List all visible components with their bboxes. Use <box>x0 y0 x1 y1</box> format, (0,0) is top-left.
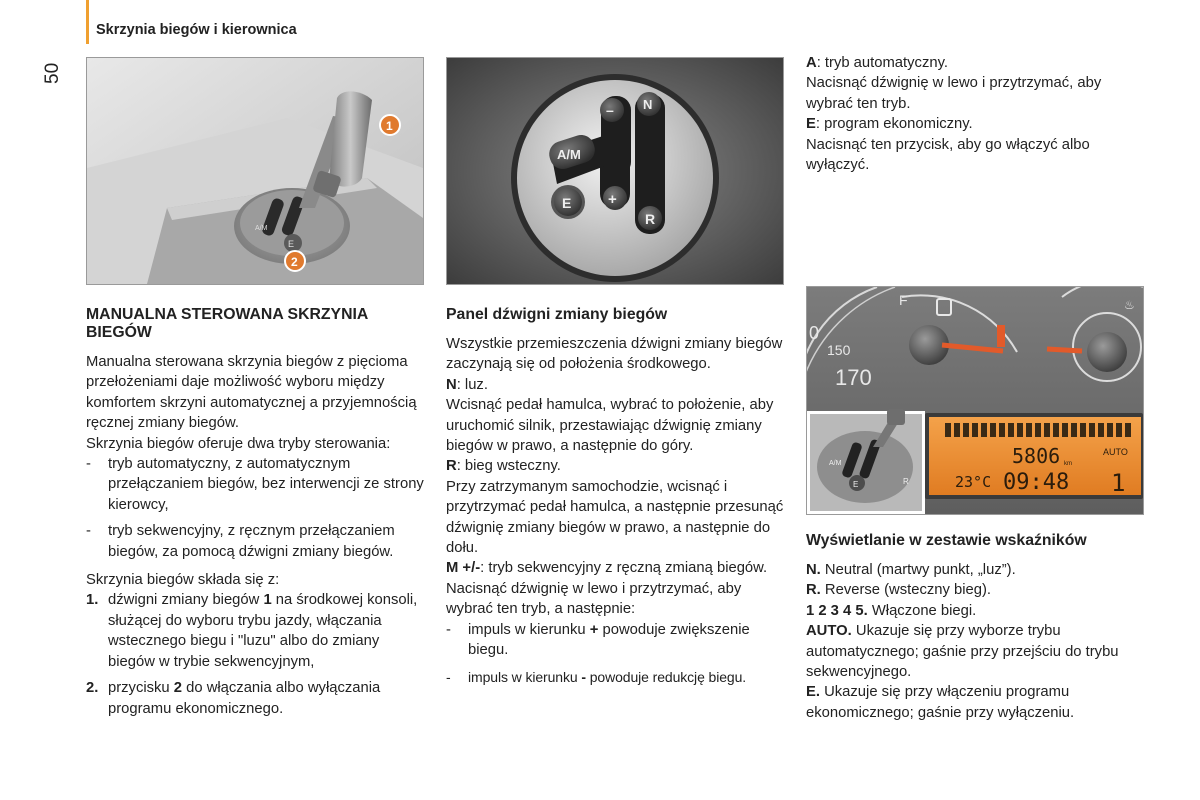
list-item-text: tryb sekwencyjny, z ręcznym przełączaniem biegów, za pomocą dźwigni zmiany biegów. <box>108 523 395 560</box>
column-gear-panel <box>446 306 784 687</box>
gear-panel-intro: Wszystkie przemieszczenia dźwigni zmiany biegów zaczynają się od położenia środkowego. <box>446 336 783 373</box>
column-cluster-display <box>806 532 1146 723</box>
display-neutral-text: Neutral (martwy punkt, „luz”). <box>820 562 1016 578</box>
am-mini-label: A/M <box>255 225 268 232</box>
neutral-def <box>446 375 784 395</box>
spacer <box>86 562 426 570</box>
list-item: - tryb sekwencyjny, z ręcznym przełączaniem biegów, za pomocą dźwigni zmiany biegów. <box>86 523 395 560</box>
inset-r-label: R <box>903 477 909 486</box>
list-item-text: impuls w kierunku <box>468 668 582 685</box>
list-dash: - <box>446 621 451 638</box>
neutral-text: : luz. <box>456 376 488 393</box>
gear-panel-heading: Panel dźwigni zmiany biegów <box>446 306 668 323</box>
list-item-text: tryb automatyczny, z automatycznym przełączaniem biegów, bez interwencji ze strony kierowcy, <box>108 456 424 513</box>
list-item: - tryb automatyczny, z automatycznym przełączaniem biegów, bez interwencji ze strony kierowcy, <box>86 456 424 513</box>
list-item-text: powoduje redukcję biegu. <box>585 668 747 685</box>
auto-mode-instructions: Nacisnąć dźwignię w lewo i przytrzymać, aby wybrać ten tryb. <box>806 75 1102 112</box>
temperature-value: 23°C <box>955 473 992 491</box>
header-accent-bar <box>86 0 89 44</box>
page-number: 50 <box>42 62 63 84</box>
reverse-instructions: Przy zatrzymanym samochodzie, wcisnąć i przytrzymać pedał hamulca, a następnie przesunąć dźwignię zmiany biegów w prawo, a następnie do dołu. <box>446 478 784 557</box>
inset-am-label: A/M <box>829 460 842 467</box>
n-label: N <box>643 97 653 112</box>
components-intro: Skrzynia biegów składa się z: <box>86 572 280 589</box>
inset-e-label: E <box>853 480 859 489</box>
impulse-list <box>446 620 784 687</box>
cluster-display-heading: Wyświetlanie w zestawie wskaźników <box>806 532 1087 549</box>
display-auto-text: Ukazuje się przy wyborze trybu automatycznego; gaśnie przy przejściu do trybu sekwencyjnego. <box>806 623 1119 681</box>
speed-0-label: 0 <box>809 323 820 343</box>
auto-mode-label: AUTO <box>1103 447 1128 457</box>
plus-label: + <box>608 191 617 208</box>
components-list <box>86 590 426 718</box>
list-item-symbol: - <box>581 668 586 685</box>
list-number: 1. <box>86 592 99 609</box>
list-item-text: dźwigni zmiany biegów <box>108 592 264 609</box>
am-label: A/M <box>557 147 581 162</box>
display-reverse-text: Reverse (wsteczny bieg). <box>820 582 992 599</box>
list-item-ref: 2 <box>173 680 183 697</box>
display-reverse-key: R. <box>806 582 821 599</box>
display-neutral <box>806 560 1146 580</box>
section-title: Skrzynia biegów i kierownica <box>96 22 297 38</box>
display-gears <box>806 601 1146 621</box>
odometer-value: 5806 <box>1012 444 1061 468</box>
list-item-text: powoduje zwiększenie biegu. <box>468 621 750 659</box>
display-eco-text: Ukazuje się przy włączeniu programu ekonomicznego; gaśnie przy wyłączeniu. <box>806 684 1075 721</box>
gear-gate-figure <box>446 57 784 285</box>
column-modes <box>806 53 1146 175</box>
column-manual-gearbox <box>86 306 426 719</box>
fuel-f-label: F <box>899 292 908 308</box>
eco-mode-instructions: Nacisnąć ten przycisk, aby go włączyć albo wyłączyć. <box>806 136 1090 174</box>
manual-gearbox-heading: MANUALNA STEROWANA SKRZYNIA BIEGÓW <box>86 306 368 341</box>
display-gears-text: Włączone biegi. <box>867 602 977 619</box>
list-item-symbol: + <box>589 621 599 638</box>
display-eco <box>806 682 1146 723</box>
e-button-mini-label: E <box>288 239 295 249</box>
eco-text: : program ekonomiczny. <box>815 116 973 133</box>
speed-170-label: 170 <box>835 365 872 390</box>
e-label: E <box>562 195 572 211</box>
manual-mode-def <box>446 558 784 578</box>
list-item-ref: 1 <box>263 592 272 609</box>
gear-indicator: 1 <box>1111 469 1126 497</box>
list-item-text: na środkowej konsoli, służącej do wyboru trybu jazdy, włączania wstecznego biegu i "luzu" albo do zmiany biegów w trybie sekwencyjnym, <box>108 592 418 670</box>
instrument-cluster-illustration <box>807 287 1143 514</box>
list-number: 2. <box>86 680 99 697</box>
control-modes-intro: Skrzynia biegów oferuje dwa tryby sterowania: <box>86 435 391 452</box>
temp-icon: ♨ <box>1124 298 1135 312</box>
display-gears-key: 1 2 3 4 5. <box>806 602 868 619</box>
display-neutral-key: N. <box>806 562 821 578</box>
control-modes-list <box>86 454 426 562</box>
minus-label: – <box>606 102 614 118</box>
manual-mode-instructions: Nacisnąć dźwignię w lewo i przytrzymać, aby wybrać ten tryb, a następnie: <box>446 580 742 618</box>
gear-lever-figure <box>86 57 424 285</box>
gear-gate-illustration <box>447 58 783 284</box>
reverse-text: : bieg wsteczny. <box>456 458 561 475</box>
display-auto <box>806 621 1146 682</box>
list-item <box>446 620 784 661</box>
eco-mode-def <box>806 114 1146 134</box>
neutral-key: N <box>446 376 457 393</box>
odometer-unit: km <box>1064 461 1072 467</box>
list-item-text: impuls w kierunku <box>468 621 590 638</box>
display-eco-key: E. <box>806 684 820 701</box>
manual-mode-text: : tryb sekwencyjny z ręczną zmianą biegów. <box>480 560 768 577</box>
list-item-text: do włączania albo wyłączania programu ekonomicznego. <box>108 680 381 717</box>
manual-mode-key: M +/- <box>446 560 481 577</box>
list-dash: - <box>446 668 451 685</box>
list-item <box>86 678 426 719</box>
list-item <box>446 667 784 687</box>
auto-text: : tryb automatyczny. <box>816 55 948 71</box>
speed-150-label: 150 <box>827 342 851 358</box>
display-reverse <box>806 580 1146 600</box>
instrument-cluster-figure <box>806 286 1144 515</box>
auto-key: A <box>806 55 817 71</box>
list-item <box>86 590 426 672</box>
callout-1-label: 1 <box>386 119 393 133</box>
callout-2-label: 2 <box>291 255 298 269</box>
manual-gearbox-intro: Manualna sterowana skrzynia biegów z pięcioma przełożeniami daje możliwość wyboru między komfortem skrzyni automatycznej a przyjemnością ręcznej zmiany biegów. <box>86 354 417 432</box>
list-item-text: przycisku <box>108 680 174 697</box>
gear-lever-illustration <box>87 58 423 284</box>
reverse-key: R <box>446 458 457 475</box>
clock-value: 09:48 <box>1003 470 1070 495</box>
display-auto-key: AUTO. <box>806 623 852 640</box>
r-label: R <box>645 211 656 227</box>
eco-key: E <box>806 116 816 133</box>
neutral-instructions: Wcisnąć pedał hamulca, wybrać to położenie, aby uruchomić silnik, przestawiając dźwignię zmiany biegów w prawo, a następnie do góry. <box>446 397 774 455</box>
reverse-def <box>446 456 784 476</box>
auto-mode-def <box>806 53 1146 73</box>
